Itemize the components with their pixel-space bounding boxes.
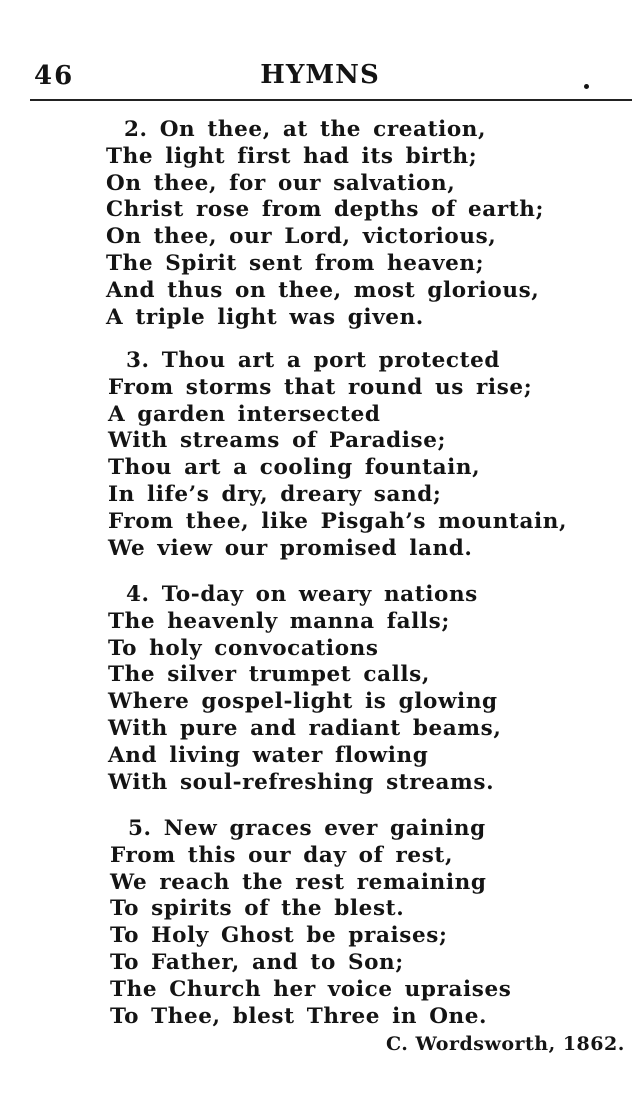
verse-line: From thee, like Pisgah’s mountain, — [108, 508, 568, 534]
verse-line: To holy convocations — [108, 635, 379, 661]
verse-line: On thee, for our salvation, — [106, 170, 456, 196]
verse-line: To spirits of the blest. — [110, 896, 405, 922]
verse-line: 2. On thee, at the creation, — [124, 117, 487, 142]
verse-4 — [108, 582, 501, 796]
running-head: HYMNS — [260, 60, 380, 90]
verse-line: With pure and radiant beams, — [108, 715, 502, 741]
verse-line: To Holy Ghost be praises; — [110, 923, 448, 949]
header-dot — [584, 84, 589, 89]
verse-line: With streams of Paradise; — [108, 428, 447, 454]
verse-5 — [110, 816, 511, 1030]
verse-line: With soul-refreshing streams. — [108, 769, 495, 795]
verse-line: And living water flowing — [108, 742, 429, 768]
verse-line: And thus on thee, most glorious, — [106, 277, 540, 303]
hymn-attribution: C. Wordsworth, 1862. — [386, 1033, 625, 1055]
verse-line: From this our day of rest, — [110, 842, 454, 868]
verse-line: From storms that round us rise; — [108, 374, 533, 400]
verse-line: In life’s dry, dreary sand; — [108, 481, 442, 507]
verse-line: The heavenly manna falls; — [108, 608, 450, 634]
verse-line: The Spirit sent from heaven; — [106, 250, 485, 276]
header-rule — [30, 99, 632, 101]
verse-line: The silver trumpet calls, — [108, 662, 430, 688]
verse-line: 5. New graces ever gaining — [128, 816, 486, 841]
verse-line: The light first had its birth; — [106, 143, 478, 169]
verse-line: The Church her voice upraises — [110, 976, 512, 1002]
verse-2 — [106, 117, 544, 331]
verse-3 — [108, 348, 567, 562]
verse-line: On thee, our Lord, victorious, — [106, 224, 497, 250]
page-number: 46 — [34, 61, 75, 91]
verse-line: Christ rose from depths of earth; — [106, 197, 545, 223]
verse-line: Where gospel-light is glowing — [108, 689, 498, 715]
verse-line: 3. Thou art a port protected — [126, 348, 501, 373]
verse-line: A triple light was given. — [106, 304, 424, 330]
verse-line: To Thee, blest Three in One. — [110, 1003, 488, 1029]
verse-line: We view our promised land. — [108, 535, 473, 561]
verse-line: A garden intersected — [108, 401, 381, 427]
verse-line: To Father, and to Son; — [110, 949, 404, 975]
verse-line: We reach the rest remaining — [110, 869, 487, 895]
verse-line: Thou art a cooling fountain, — [108, 455, 481, 481]
verse-line: 4. To-day on weary nations — [126, 582, 478, 607]
